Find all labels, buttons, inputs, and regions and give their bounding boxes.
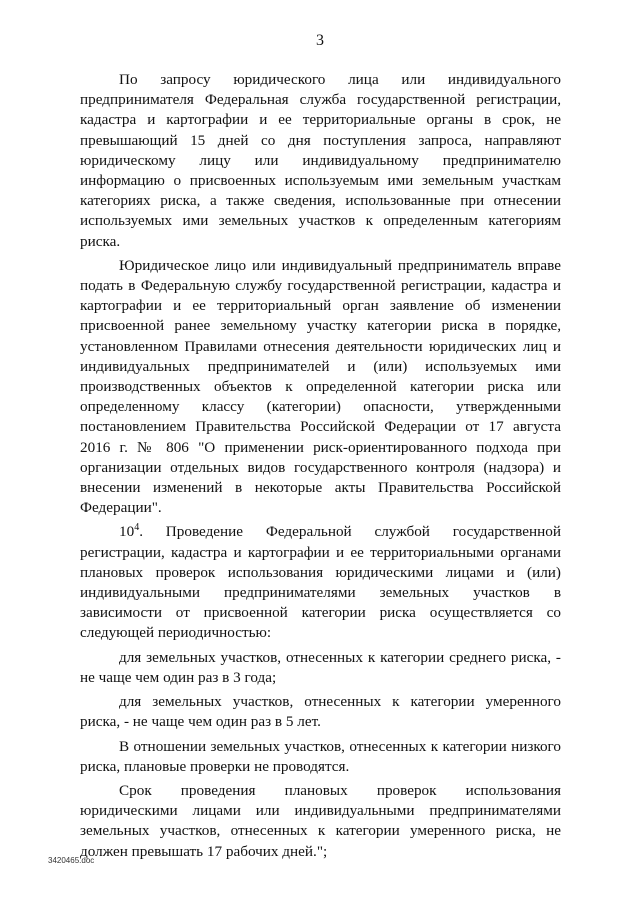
document-reference: 3420465.doc	[48, 856, 95, 865]
item-inspection-duration: Срок проведения плановых проверок использования юридическими лицами или индивидуальными предпринимателями земельных участков, отнесенных к категории умеренного риска, не должен превышать 17 рабочих дней.";	[80, 781, 561, 860]
clause-number: 10	[119, 523, 135, 541]
item-medium-risk: для земельных участков, отнесенных к категории среднего риска, - не чаще чем один раз в 3 года;	[80, 648, 561, 686]
paragraph-request-info: По запросу юридического лица или индивидуального предпринимателя Федеральная служба государственной регистрации, кадастра и картографии и ее территориальные органы в срок, не превышающий 15 дней со дня поступления запроса, направляют юридическому лицу или индивидуальному предпринимателю информацию о присвоенных используемым ими земельным участкам категориях риска, а также сведения, использованные при отнесении используемых ими земельных участков к определенным категориям риска.	[80, 71, 561, 250]
document-body	[80, 70, 561, 862]
clause-10-4	[80, 522, 561, 643]
item-moderate-risk: для земельных участков, отнесенных к категории умеренного риска, - не чаще чем один раз в 5 лет.	[80, 693, 561, 731]
clause-superscript: 4	[134, 522, 140, 534]
clause-text: . Проведение Федеральной службой государственной регистрации, кадастра и картографии и ее территориальными органами плановых проверок использования юридическими лицами и (или) индивидуальными предпринимателями земельных участков в зависимости от присвоенной категории риска осуществляется со следующей периодичностью:	[80, 523, 561, 642]
item-low-risk: В отношении земельных участков, отнесенных к категории низкого риска, плановые проверки не проводятся.	[80, 737, 561, 775]
page-number: 3	[316, 32, 324, 49]
paragraph-change-request: Юридическое лицо или индивидуальный предприниматель вправе подать в Федеральную службу государственной регистрации, кадастра и картографии и ее территориальный орган заявление об изменении присвоенной ранее земельному участку категории риска в порядке, установленном Правилами отнесения деятельности юридических лиц и индивидуальных предпринимателей и (или) используемых ими производственных объектов к определенной категории риска или определенному классу (категории) опасности, утвержденными постановлением Правительства Российской Федерации от 17 августа 2016 г. № 806 "О применении риск-ориентированного подхода при организации отдельных видов государственного контроля (надзора) и внесении изменений в некоторые акты Правительства Российской Федерации".	[80, 256, 561, 517]
